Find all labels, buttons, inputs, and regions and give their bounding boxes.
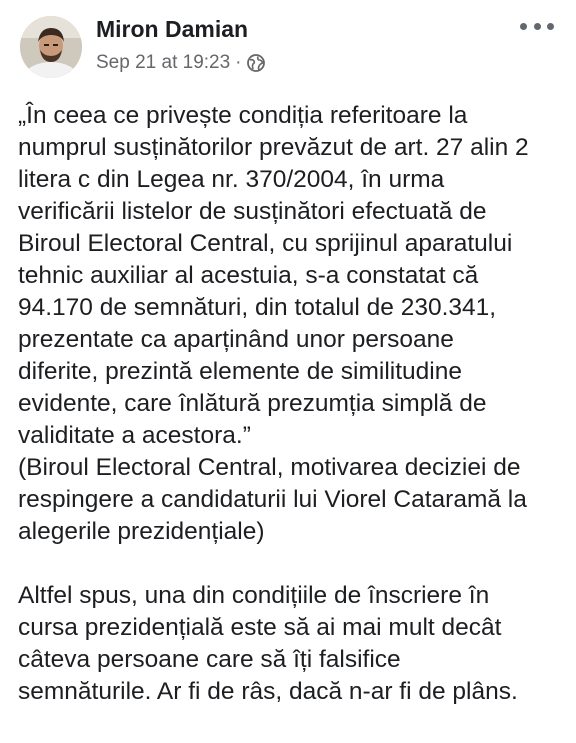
more-options-icon-dot xyxy=(534,23,541,30)
quote-line: evidente, care înlătură prezumția simplă de xyxy=(18,390,487,417)
quote-line: validitate a acestora.” xyxy=(18,422,251,449)
more-options-button[interactable] xyxy=(520,16,554,36)
quote-line: Biroul Electoral Central, cu sprijinul aparatului xyxy=(18,230,513,257)
comment-line: Altfel spus, una din condițiile de înscriere în xyxy=(18,582,490,609)
meta-separator: · xyxy=(235,52,242,73)
globe-icon[interactable] xyxy=(247,54,265,72)
source-line: alegerile prezidențiale) xyxy=(18,518,265,545)
paragraph-gap xyxy=(18,548,568,580)
quote-line: 94.170 de semnături, din totalul de 230.341, xyxy=(18,294,497,321)
comment-line: câteva persoane care să îți falsifice xyxy=(18,646,401,673)
avatar-photo xyxy=(20,16,82,78)
quote-line: diferite, prezintă elemente de similitudine xyxy=(18,358,462,385)
more-options-icon-dot xyxy=(547,23,554,30)
comment-line: cursa prezidențială este să ai mai mult decât xyxy=(18,614,502,641)
quote-line: „În ceea ce privește condiția referitoare la xyxy=(18,102,468,129)
comment-line: semnăturile. Ar fi de râs, dacă n-ar fi de plâns. xyxy=(18,678,518,705)
author-name[interactable]: Miron Damian xyxy=(96,16,249,42)
avatar[interactable] xyxy=(20,16,82,78)
post-header xyxy=(20,14,556,84)
source-line: (Biroul Electoral Central, motivarea deciziei de xyxy=(18,454,521,481)
post-body xyxy=(18,100,568,708)
quote-line: tehnic auxiliar al acestuia, s-a constatat că xyxy=(18,262,479,289)
quote-line: numprul susținătorilor prevăzut de art. 27 alin 2 xyxy=(18,134,529,161)
quote-line: verificării listelor de susținători efectuată de xyxy=(18,198,487,225)
source-line: respingere a candidaturii lui Viorel Cataramă la xyxy=(18,486,527,513)
post-timestamp[interactable]: Sep 21 at 19:23 xyxy=(96,52,231,73)
more-options-icon xyxy=(520,23,527,30)
quote-line: litera c din Legea nr. 370/2004, în urma xyxy=(18,166,445,193)
quote-line: prezentate ca aparținând unor persoane xyxy=(18,326,454,353)
post-meta xyxy=(96,52,265,74)
